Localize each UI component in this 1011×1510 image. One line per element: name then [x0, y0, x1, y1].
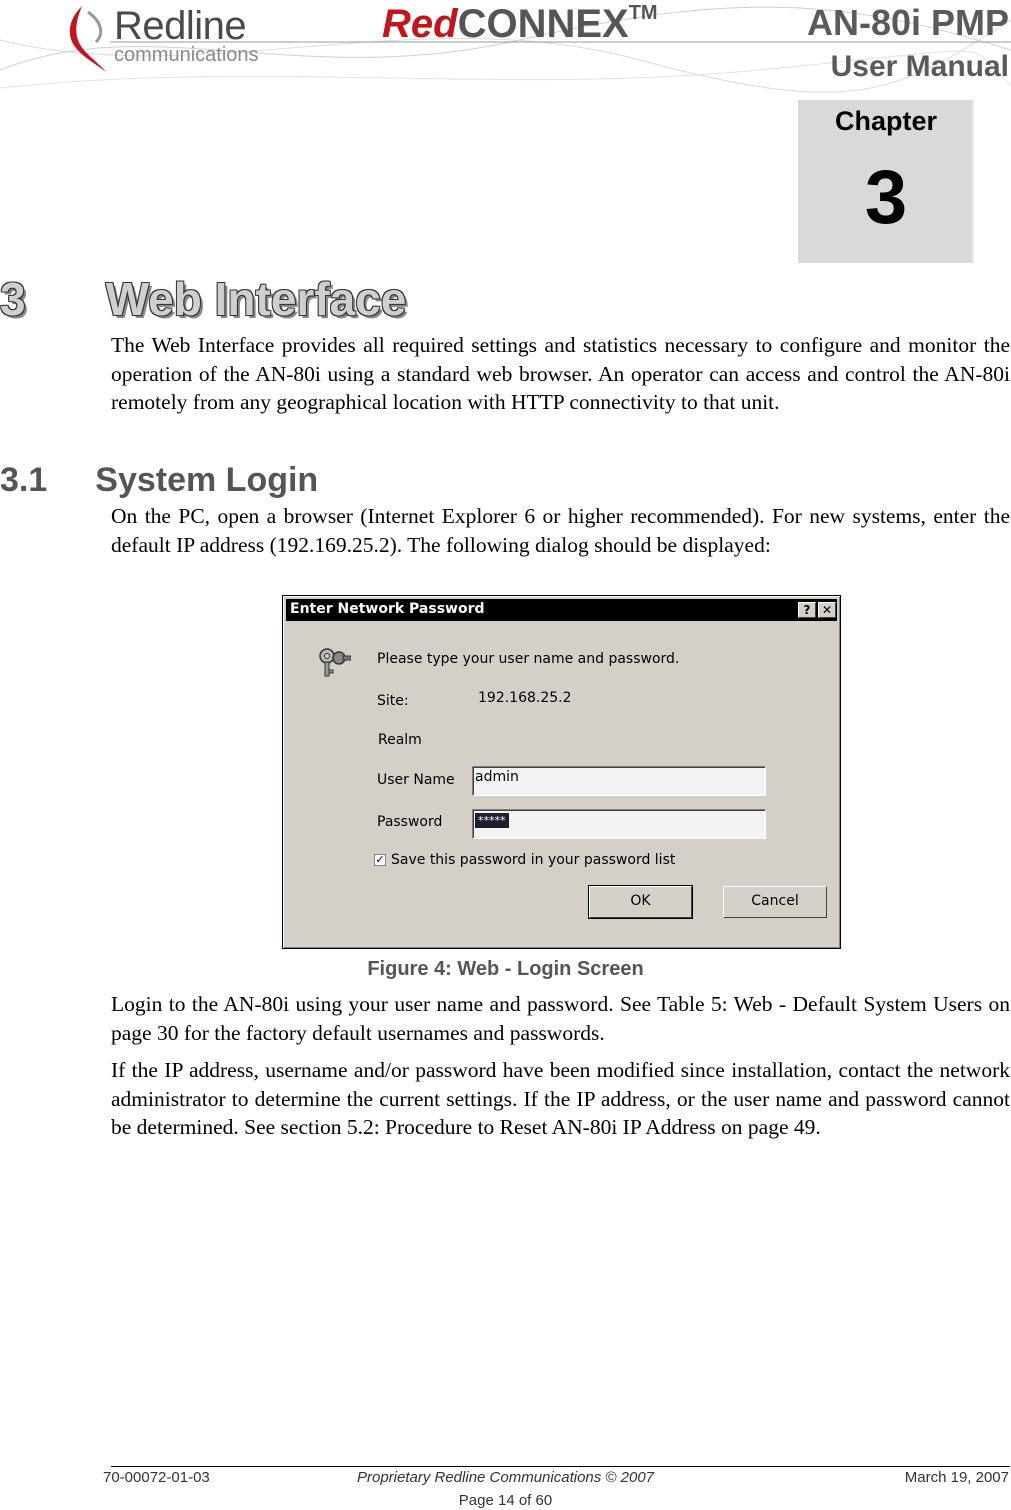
manual-label: User Manual — [830, 50, 1009, 83]
close-button[interactable]: ✕ — [818, 602, 836, 618]
brand-connex: CONNEX — [457, 2, 629, 46]
login-paragraph: On the PC, open a browser (Internet Explorer 6 or higher recommended). For new systems, enter the default IP address (192.169.25.2). The following dialog should be displayed: — [111, 504, 1010, 557]
redline-logo-icon — [62, 2, 112, 74]
realm-label: Realm — [378, 732, 422, 748]
cancel-button[interactable]: Cancel — [723, 886, 827, 918]
figure-caption — [0, 958, 1011, 981]
logo-subtitle: communications — [114, 44, 259, 66]
footer-date: March 19, 2007 — [904, 1469, 1009, 1486]
username-input[interactable]: admin — [472, 766, 766, 796]
figure-text: Web - Login Screen — [457, 958, 644, 980]
chapter-word: Chapter — [834, 106, 937, 136]
figure-label: Figure 4 — [367, 958, 446, 980]
chapter-box — [797, 100, 974, 263]
brand-red: Red — [382, 2, 458, 46]
subsection-title: System Login — [95, 461, 319, 499]
subsection-number: 3.1 — [0, 461, 48, 499]
footer-copyright: Proprietary Redline Communications © 2007 — [356, 1469, 655, 1486]
password-label: Password — [377, 814, 443, 830]
intro-paragraph: The Web Interface provides all required settings and statistics necessary to configure and monitor the operation of the AN-80i using a standard web browser. An operator can access and control the AN-80i remotely from any geographical location with HTTP connectivity to that unit. — [111, 333, 1010, 415]
doc-number: 70-00072-01-03 — [103, 1469, 210, 1486]
ok-button[interactable]: OK — [589, 886, 692, 918]
keys-icon — [317, 646, 351, 678]
section-number: 3 — [0, 273, 26, 325]
username-label: User Name — [377, 772, 455, 788]
save-password-label: Save this password in your password list — [391, 852, 676, 868]
brand-title — [382, 2, 658, 47]
login-dialog — [282, 595, 841, 949]
product-name: AN-80i PMP — [806, 2, 1009, 43]
figure-separator: : — [445, 958, 458, 980]
brand-trademark: TM — [628, 2, 658, 24]
reset-paragraph: If the IP address, username and/or password have been modified since installation, contact the network administrator to determine the current settings. If the IP address, or the user name and password cannot be determined. See section 5.2: Procedure to Reset AN-80i IP Address on page 49. — [111, 1058, 1010, 1140]
login-instructions-paragraph: Login to the AN-80i using your user name and password. See Table 5: Web - Default System Users on page 30 for the factory default usernames and passwords. — [111, 992, 1010, 1045]
site-value: 192.168.25.2 — [478, 690, 572, 706]
page-number: Page 14 of 60 — [458, 1492, 553, 1509]
subsection-heading — [0, 461, 318, 500]
logo-name: Redline — [114, 4, 247, 48]
chapter-number: 3 — [864, 155, 908, 240]
section-heading — [0, 272, 406, 326]
site-label: Site: — [377, 693, 409, 709]
password-mask: ***** — [475, 813, 509, 828]
help-button[interactable]: ? — [798, 602, 816, 618]
footer-rule — [111, 1466, 1010, 1467]
save-password-checkbox[interactable]: ✓ — [375, 853, 385, 866]
password-input[interactable] — [472, 809, 766, 839]
section-title: Web Interface — [105, 273, 407, 325]
dialog-title: Enter Network Password — [290, 601, 485, 617]
dialog-prompt: Please type your user name and password. — [377, 651, 680, 667]
dialog-titlebar — [286, 599, 837, 621]
